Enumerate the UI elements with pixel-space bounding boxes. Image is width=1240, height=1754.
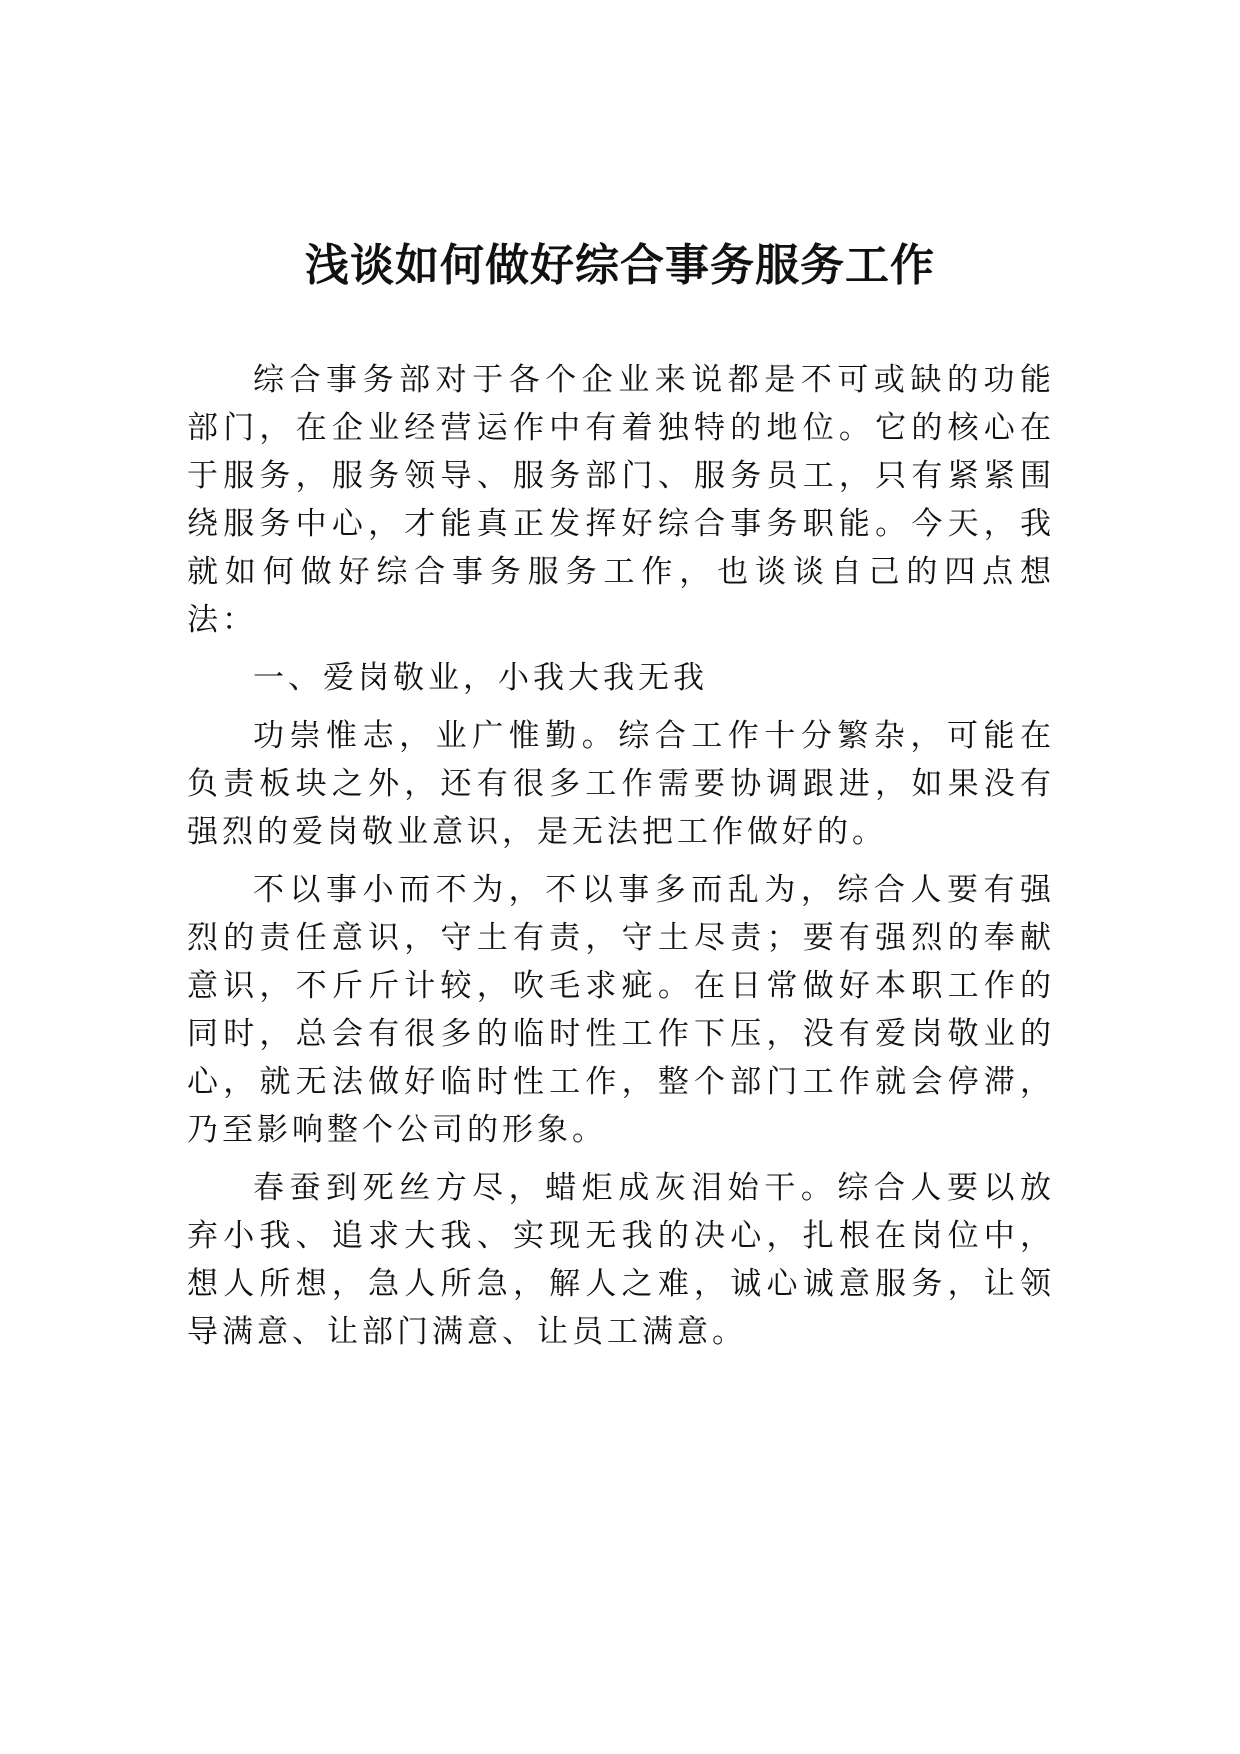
paragraph-section1-2: 不以事小而不为，不以事多而乱为，综合人要有强烈的责任意识，守土有责，守土尽责；要有强烈的奉献意识，不斤斤计较，吹毛求疵。在日常做好本职工作的同时，总会有很多的临时性工作下压，没有爱岗敬业的心，就无法做好临时性工作，整个部门工作就会停滞，乃至影响整个公司的形象。 (187, 872, 1055, 1148)
document-title: 浅谈如何做好综合事务服务工作 (305, 240, 935, 291)
paragraph-intro: 综合事务部对于各个企业来说都是不可或缺的功能部门，在企业经营运作中有着独特的地位。它的核心在于服务，服务领导、服务部门、服务员工，只有紧紧围绕服务中心，才能真正发挥好综合事务职能。今天，我就如何做好综合事务服务工作，也谈谈自己的四点想法： (187, 362, 1055, 638)
paragraph-section1-1: 功崇惟志，业广惟勤。综合工作十分繁杂，可能在负责板块之外，还有很多工作需要协调跟进，如果没有强烈的爱岗敬业意识，是无法把工作做好的。 (187, 718, 1055, 850)
paragraph-section1-3: 春蚕到死丝方尽，蜡炬成灰泪始干。综合人要以放弃小我、追求大我、实现无我的决心，扎根在岗位中，想人所想，急人所急，解人之难，诚心诚意服务，让领导满意、让部门满意、让员工满意。 (187, 1170, 1055, 1350)
document-body (187, 356, 1055, 1366)
section-heading-1: 一、爱岗敬业，小我大我无我 (253, 660, 708, 696)
